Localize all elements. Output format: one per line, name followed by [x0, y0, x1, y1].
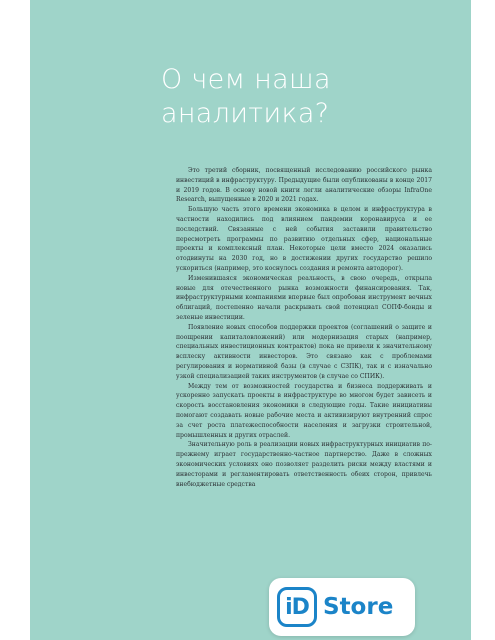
paragraph: Между тем от возможностей государства и бизнеса поддерживать и ускоренно запускать проекты в инфраструктуре во многом будет зависеть и скорость восстановления экономики в следующие годы. Такие инициативы помогают создавать новые рабочие места и активизируют внутренний спрос за счет роста платежеспособности населения и загрузки строительной, промышленных и других отраслей.: [176, 382, 432, 439]
store-badge[interactable]: [269, 578, 415, 636]
store-label: Store: [323, 594, 394, 620]
book-page: [30, 0, 471, 640]
body-text: [176, 166, 432, 574]
paragraph: Появление новых способов поддержки проектов (соглашений о защите и поощрении капиталовложений) или модернизация старых (например, специальных инвестиционных контрактов) пока не привели к значительному всплеску активности инвесторов. Это связано как с проблемами регулирования и нормативной базы (в случае с СЗПК), так и с изначально узкой специализацией таких инструментов (в случае со СПИК).: [176, 323, 432, 380]
paragraph: Это третий сборник, посвященный исследованию российского рынка инвестиций в инфраструктуру. Предыдущие были опубликованы в конце 2017 и 2019 годов. В основу новой книги легли аналитические обзоры InfraOne Research, выпущенные в 2020 и 2021 годах.: [176, 167, 432, 204]
page-title: [161, 63, 331, 131]
title-line-1: О чем наша: [161, 64, 331, 95]
title-line-2: аналитика?: [161, 98, 330, 129]
paragraph: Изменившаяся экономическая реальность, в свою очередь, открыла новые для отечественного рынка возможности финансирования. Так, инфраструктурными компаниями впервые был опробован инструмент вечных облигаций, постепенно начали раскрывать свой потенциал СОПФ-бонды и зеленые инвестиции.: [176, 274, 432, 321]
id-logo-icon: iD: [277, 587, 317, 627]
paragraph: Значительную роль в реализации новых инфраструктурных инициатив по-прежнему играет государственно-частное партнерство. Даже в сложных экономических условиях оно позволяет разделить риски между властями и инвесторами и регламентировать ответственность обеих сторон, привлечь внебюджетные средства: [176, 441, 432, 488]
paragraph: Большую часть этого времени экономика в целом и инфраструктура в частности находились под влиянием пандемии коронавируса и ее последствий. Связанные с ней события заставили правительство пересмотреть программы по развитию отдельных сфер, национальные проекты и комплексный план. Некоторые цели вместо 2024 оказались отодвинуты на 2030 год, но в достижении других государство решило ускориться (например, это коснулось создания и ремонта автодорог).: [176, 206, 432, 272]
